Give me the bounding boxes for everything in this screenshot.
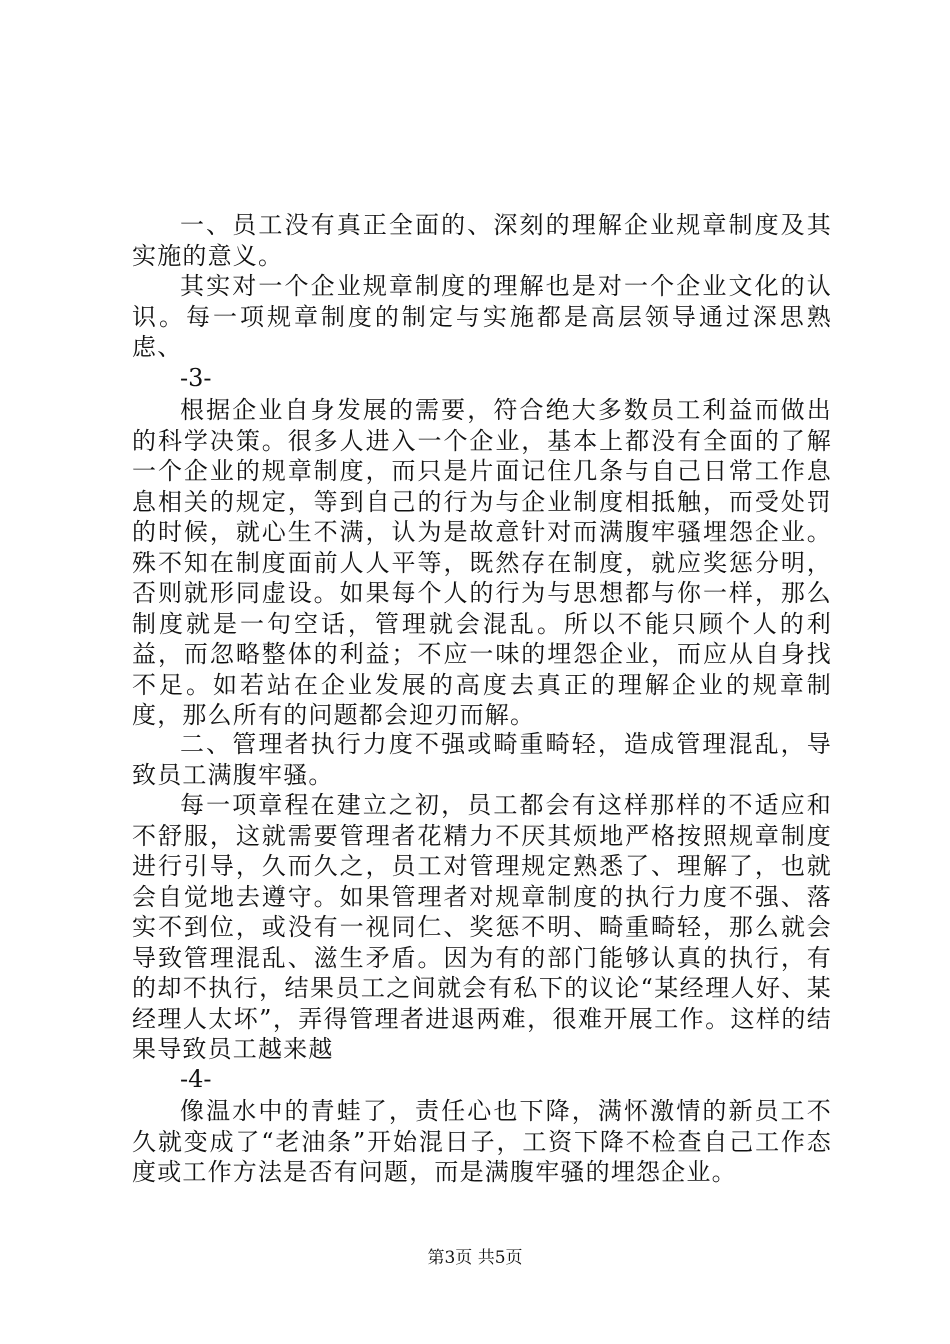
paragraph-intro: 其实对一个企业规章制度的理解也是对一个企业文化的认识。每一项规章制度的制定与实施都是高层领导通过深思熟虑、: [132, 272, 832, 361]
page-marker-3: -3-: [180, 364, 212, 392]
page-marker-4: -4-: [180, 1065, 212, 1093]
paragraph-section-one-heading: 一、员工没有真正全面的、深刻的理解企业规章制度及其实施的意义。: [132, 211, 832, 270]
paragraph-body-3: 像温水中的青蛙了，责任心也下降，满怀激情的新员工不久就变成了“老油条”开始混日子，工资下降不检查自己工作态度或工作方法是否有问题，而是满腹牢骚的埋怨企业。: [132, 1097, 832, 1186]
paragraph-section-two-heading: 二、管理者执行力度不强或畸重畸轻，造成管理混乱，导致员工满腹牢骚。: [132, 730, 832, 789]
page-footer: 第3页 共5页: [427, 1248, 523, 1268]
paragraph-body-1: 根据企业自身发展的需要，符合绝大多数员工利益而做出的科学决策。很多人进入一个企业，基本上都没有全面的了解一个企业的规章制度，而只是片面记住几条与自己日常工作息息相关的规定，等到自己的行为与企业制度相抵触，而受处罚的时候，就心生不满，认为是故意针对而满腹牢骚埋怨企业。殊不知在制度面前人人平等，既然存在制度，就应奖惩分明，否则就形同虚设。如果每个人的行为与思想都与你一样，那么制度就是一句空话，管理就会混乱。所以不能只顾个人的利益，而忽略整体的利益；不应一味的埋怨企业，而应从自身找不足。如若站在企业发展的高度去真正的理解企业的规章制度，那么所有的问题都会迎刃而解。: [132, 396, 832, 729]
paragraph-body-2: 每一项章程在建立之初，员工都会有这样那样的不适应和不舒服，这就需要管理者花精力不厌其烦地严格按照规章制度进行引导，久而久之，员工对管理规定熟悉了、理解了，也就会自觉地去遵守。如果管理者对规章制度的执行力度不强、落实不到位，或没有一视同仁、奖惩不明、畸重畸轻，那么就会导致管理混乱、滋生矛盾。因为有的部门能够认真的执行，有的却不执行，结果员工之间就会有私下的议论“某经理人好、某经理人太坏”，弄得管理者进退两难，很难开展工作。这样的结果导致员工越来越: [132, 791, 832, 1063]
